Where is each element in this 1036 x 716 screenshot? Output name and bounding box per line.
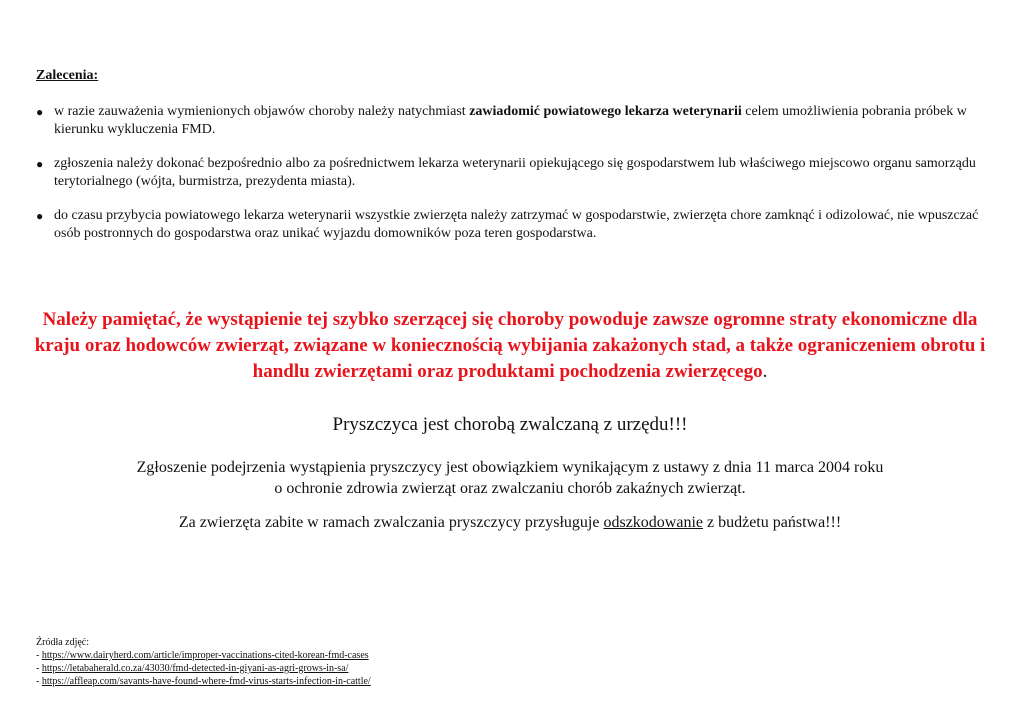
warning-text: Należy pamiętać, że wystąpienie tej szybko szerzącej się choroby powoduje zawsze ogromne straty ekonomiczne dla kraju oraz hodowców zwierząt, związane w koniecznością wybijania zakażonych stad, a także ograniczeniem obrotu i handlu zwierzętami oraz produktami pochodzenia zwierzęcego [34, 309, 986, 382]
item-text: do czasu przybycia powiatowego lekarza weterynarii wszystkie zwierzęta należy zatrzymać w gospodarstwie, zwierzęta chore zamknąć i odizolować, nie wpuszczać osób postronnych do gospodarstwa oraz unikać wyjazdu domowników poza teren gospodarstwa. [54, 208, 979, 241]
source-prefix: - [36, 650, 42, 661]
list-item [36, 155, 986, 191]
item-text: w razie zauważenia wymienionych objawów choroby należy natychmiast [54, 104, 470, 119]
bullet-icon: ● [36, 157, 44, 171]
list-item [36, 103, 986, 139]
source-link[interactable]: https://affleap.com/savants-have-found-where-fmd-virus-starts-infection-in-cattle/ [41, 676, 371, 687]
list-item [36, 207, 986, 243]
compensation-statement [20, 514, 1000, 532]
recommendations-list [36, 103, 986, 259]
source-prefix: - [36, 663, 42, 674]
sources-label: Źródła zdjęć: [36, 637, 90, 648]
source-link[interactable]: https://www.dairyherd.com/article/improper-vaccinations-cited-korean-fmd-cases [41, 650, 369, 661]
compensation-text: Za zwierzęta zabite w ramach zwalczania pryszczycy przysługuje [178, 514, 604, 531]
item-emphasis: zawiadomić powiatowego lekarza weterynarii [469, 104, 742, 119]
source-item [36, 675, 371, 688]
source-link[interactable]: https://letabaherald.co.za/43030/fmd-detected-in-giyani-as-agri-grows-in-sa/ [41, 663, 349, 674]
warning-end: . [762, 361, 768, 382]
source-item [36, 649, 371, 662]
item-text: zgłoszenia należy dokonać bezpośrednio albo za pośrednictwem lekarza weterynarii opiekującego się gospodarstwem lub właściwego miejscowo organu samorządu terytorialnego (wójta, burmistrza, prezydenta miasta). [54, 156, 976, 189]
economic-loss-warning [20, 307, 1000, 385]
legal-basis [20, 457, 1000, 499]
source-item [36, 662, 371, 675]
source-prefix: - [36, 676, 42, 687]
bullet-icon: ● [36, 209, 44, 223]
notifiable-disease-statement: Pryszczyca jest chorobą zwalczaną z urzędu!!! [332, 414, 688, 435]
image-sources [36, 636, 371, 688]
compensation-text-end: z budżetu państwa!!! [703, 514, 842, 531]
recommendations-heading: Zalecenia: [36, 68, 99, 83]
item-text-end: celem umożliwienia pobrania próbek w kierunku wykluczenia FMD. [54, 104, 967, 137]
legal-line-1: Zgłoszenie podejrzenia wystąpienia pryszczycy jest obowiązkiem wynikającym z ustawy z dnia 11 marca 2004 roku [136, 459, 884, 476]
bullet-icon: ● [36, 105, 44, 119]
legal-line-2: o ochronie zdrowia zwierząt oraz zwalczaniu chorób zakaźnych zwierząt. [274, 480, 746, 497]
compensation-keyword: odszkodowanie [603, 514, 703, 531]
